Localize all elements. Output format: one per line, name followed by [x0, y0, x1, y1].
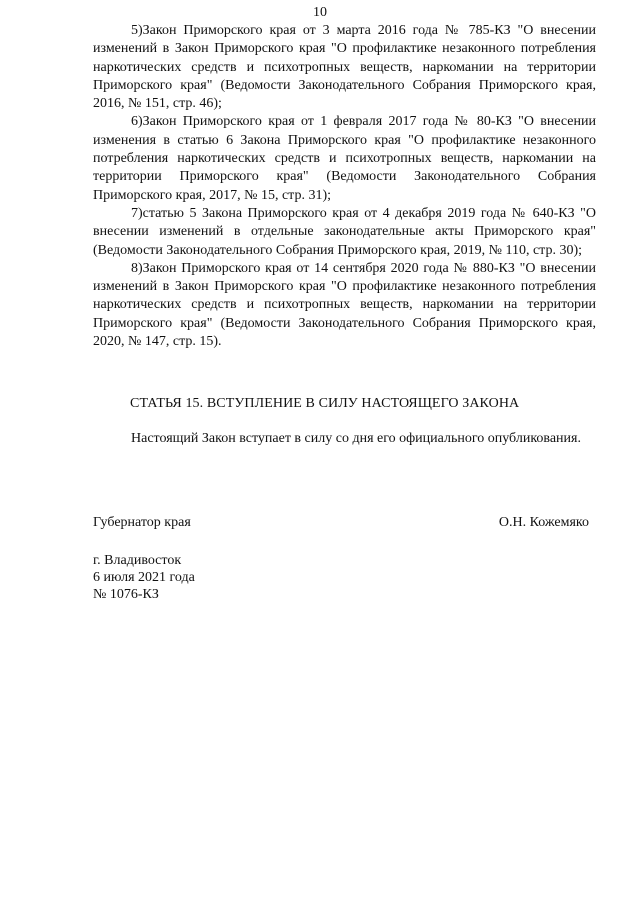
list-item: 6)Закон Приморского края от 1 февраля 2017 года № 80-КЗ "О внесении изменения в статью 6 Закона Приморского края "О профилактике незаконного потребления наркотических средств и психотропных веществ, наркомании на территории Приморского края" (Ведомости Законодательного Собрания Приморского края, 2017, № 15, стр. 31); [93, 114, 596, 203]
document-footer [93, 552, 195, 603]
signatory-title: Губернатор края [93, 515, 191, 530]
amendments-list [93, 22, 596, 351]
list-item: 7)статью 5 Закона Приморского края от 4 декабря 2019 года № 640-КЗ "О внесении изменений в отдельные законодательные акты Приморского края" (Ведомости Законодательного Собрания Приморского края, 2019, № 110, стр. 30); [93, 205, 596, 258]
article-body: Настоящий Закон вступает в силу со дня его официального опубликования. [131, 431, 581, 446]
date: 6 июля 2021 года [93, 570, 195, 585]
signatory-name: О.Н. Кожемяко [498, 515, 589, 530]
city: г. Владивосток [93, 553, 182, 568]
list-item: 8)Закон Приморского края от 14 сентября 2020 года № 880-КЗ "О внесении изменений в Закон Приморского края "О профилактике незаконного потребления наркотических средств и психотропных веществ, наркомании на территории Приморского края" (Ведомости Законодательного Собрания Приморского края, 2020, № 147, стр. 15). [93, 260, 596, 350]
article-heading: СТАТЬЯ 15. ВСТУПЛЕНИЕ В СИЛУ НАСТОЯЩЕГО ЗАКОНА [130, 396, 520, 411]
list-item: 5)Закон Приморского края от 3 марта 2016 года № 785-КЗ "О внесении изменений в Закон Приморского края "О профилактике незаконного потребления наркотических средств и психотропных веществ, наркомании на территории Приморского края" (Ведомости Законодательного Собрания Приморского края, 2016, № 151, стр. 46); [93, 23, 596, 112]
page-number: 10 [313, 5, 327, 20]
law-number: № 1076-КЗ [93, 587, 159, 602]
